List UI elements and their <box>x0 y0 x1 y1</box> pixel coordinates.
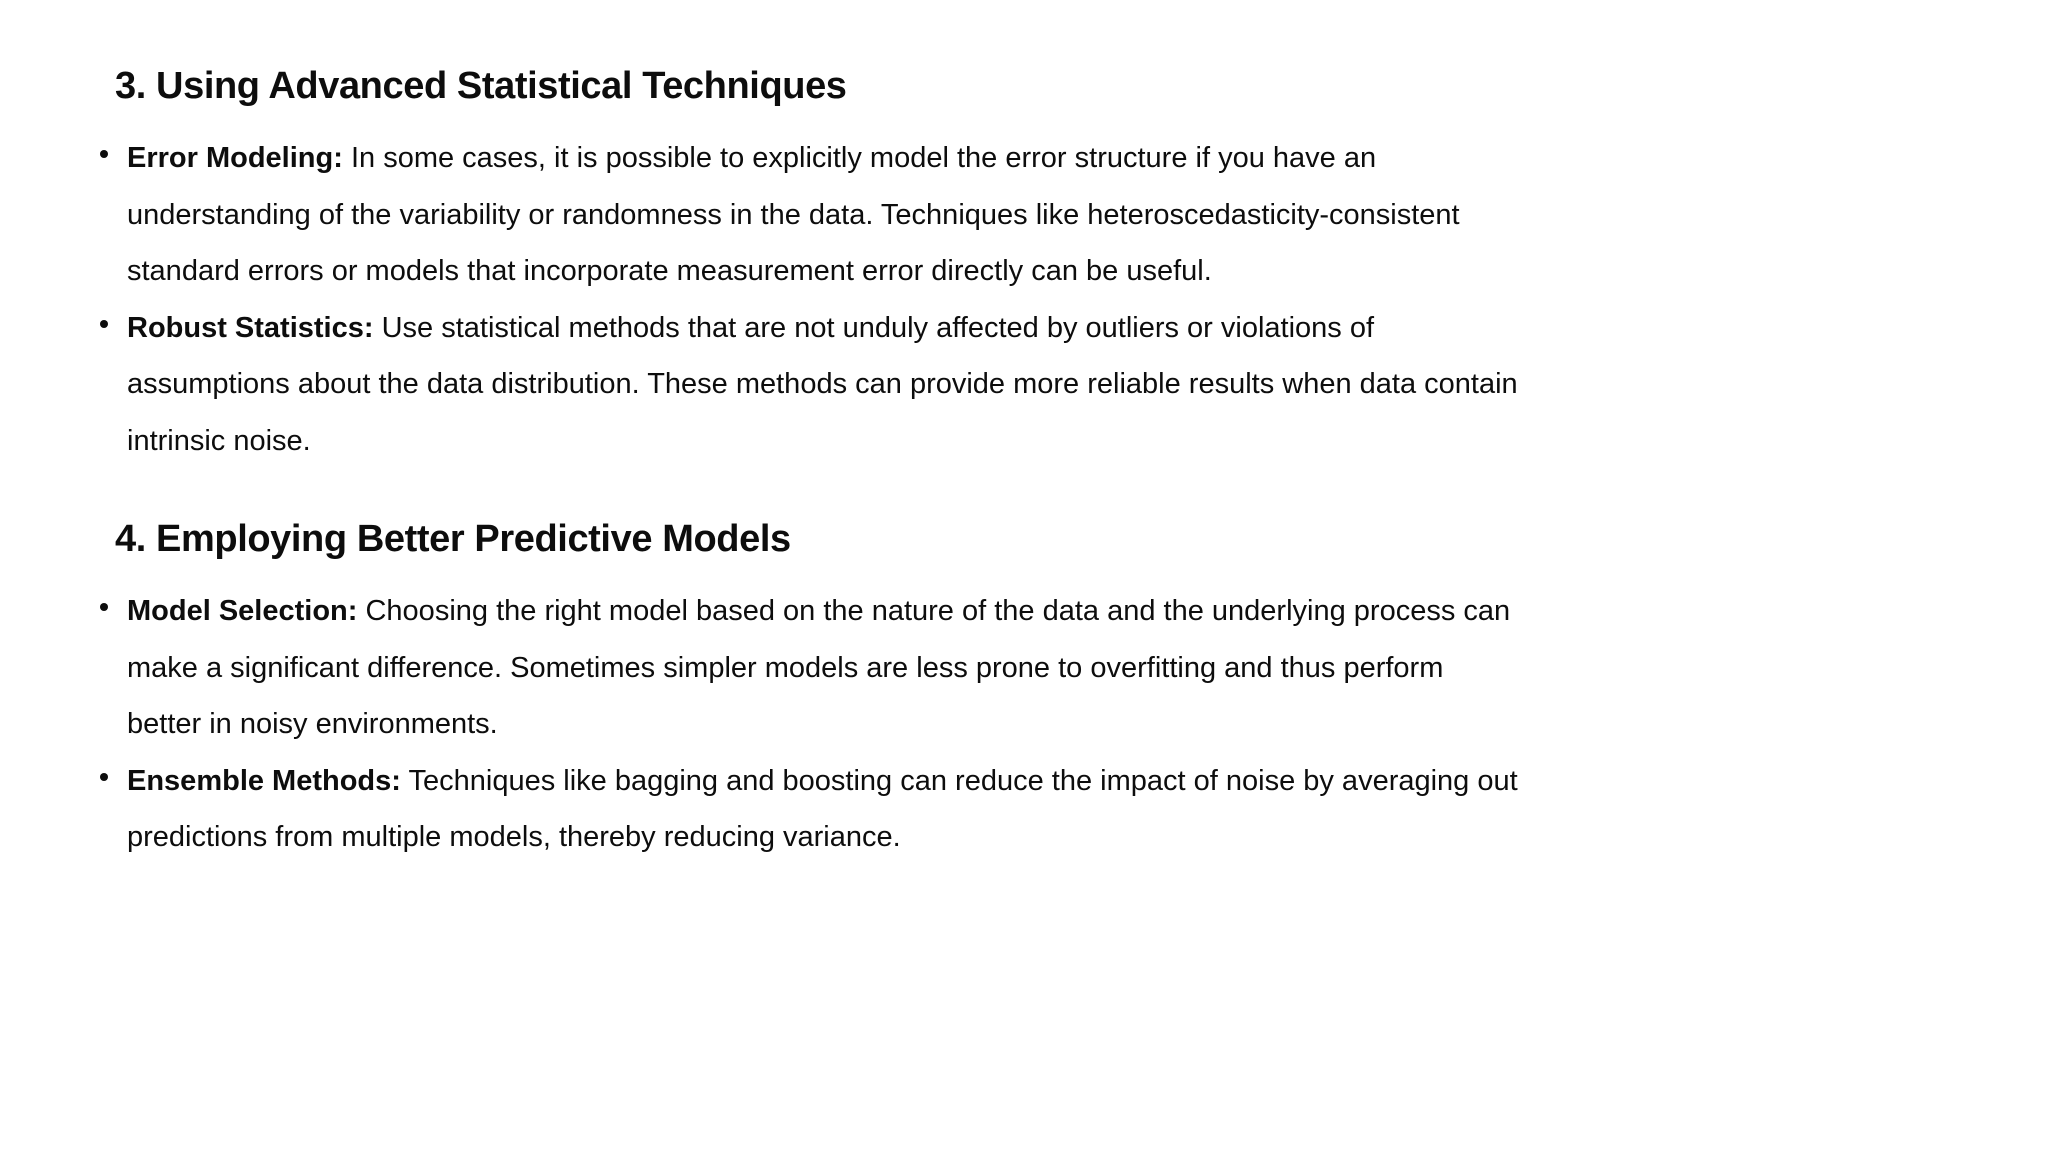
bullet-icon <box>100 320 108 328</box>
list-item-model-selection <box>100 583 1520 753</box>
section-better-predictive-models <box>100 509 1520 866</box>
section-heading: 4. Employing Better Predictive Models <box>115 518 791 560</box>
section-advanced-statistical-techniques <box>100 56 1520 469</box>
bullet-list <box>100 583 1520 866</box>
bullet-list <box>100 130 1520 469</box>
document-content <box>100 56 1520 906</box>
bullet-text: Techniques like bagging and boosting can reduce the impact of noise by averaging out predictions from multiple models, thereby reducing variance. <box>127 764 1518 853</box>
list-item-robust-statistics <box>100 300 1520 470</box>
bullet-icon <box>100 773 108 781</box>
bullet-term: Robust Statistics: <box>127 311 374 344</box>
bullet-text: Choosing the right model based on the nature of the data and the underlying process can make a significant difference. Sometimes simpler models are less prone to overfitting and thus perform better in noisy environments. <box>127 595 1511 740</box>
bullet-term: Model Selection: <box>127 595 358 627</box>
list-item-error-modeling <box>100 130 1520 300</box>
bullet-icon <box>100 603 108 611</box>
bullet-text: In some cases, it is possible to explicitly model the error structure if you have an understanding of the variability or randomness in the data. Techniques like heteroscedasticity-consistent standard errors or models that incorporate measurement error directly can be useful. <box>127 142 1460 287</box>
bullet-term: Error Modeling: <box>127 142 343 174</box>
list-item-ensemble-methods <box>100 753 1520 866</box>
section-heading: 3. Using Advanced Statistical Techniques <box>115 65 847 107</box>
bullet-icon <box>100 150 108 158</box>
bullet-text: Use statistical methods that are not unduly affected by outliers or violations of assumptions about the data distribution. These methods can provide more reliable results when data contain intrinsic noise. <box>127 311 1518 457</box>
bullet-term: Ensemble Methods: <box>127 764 401 797</box>
